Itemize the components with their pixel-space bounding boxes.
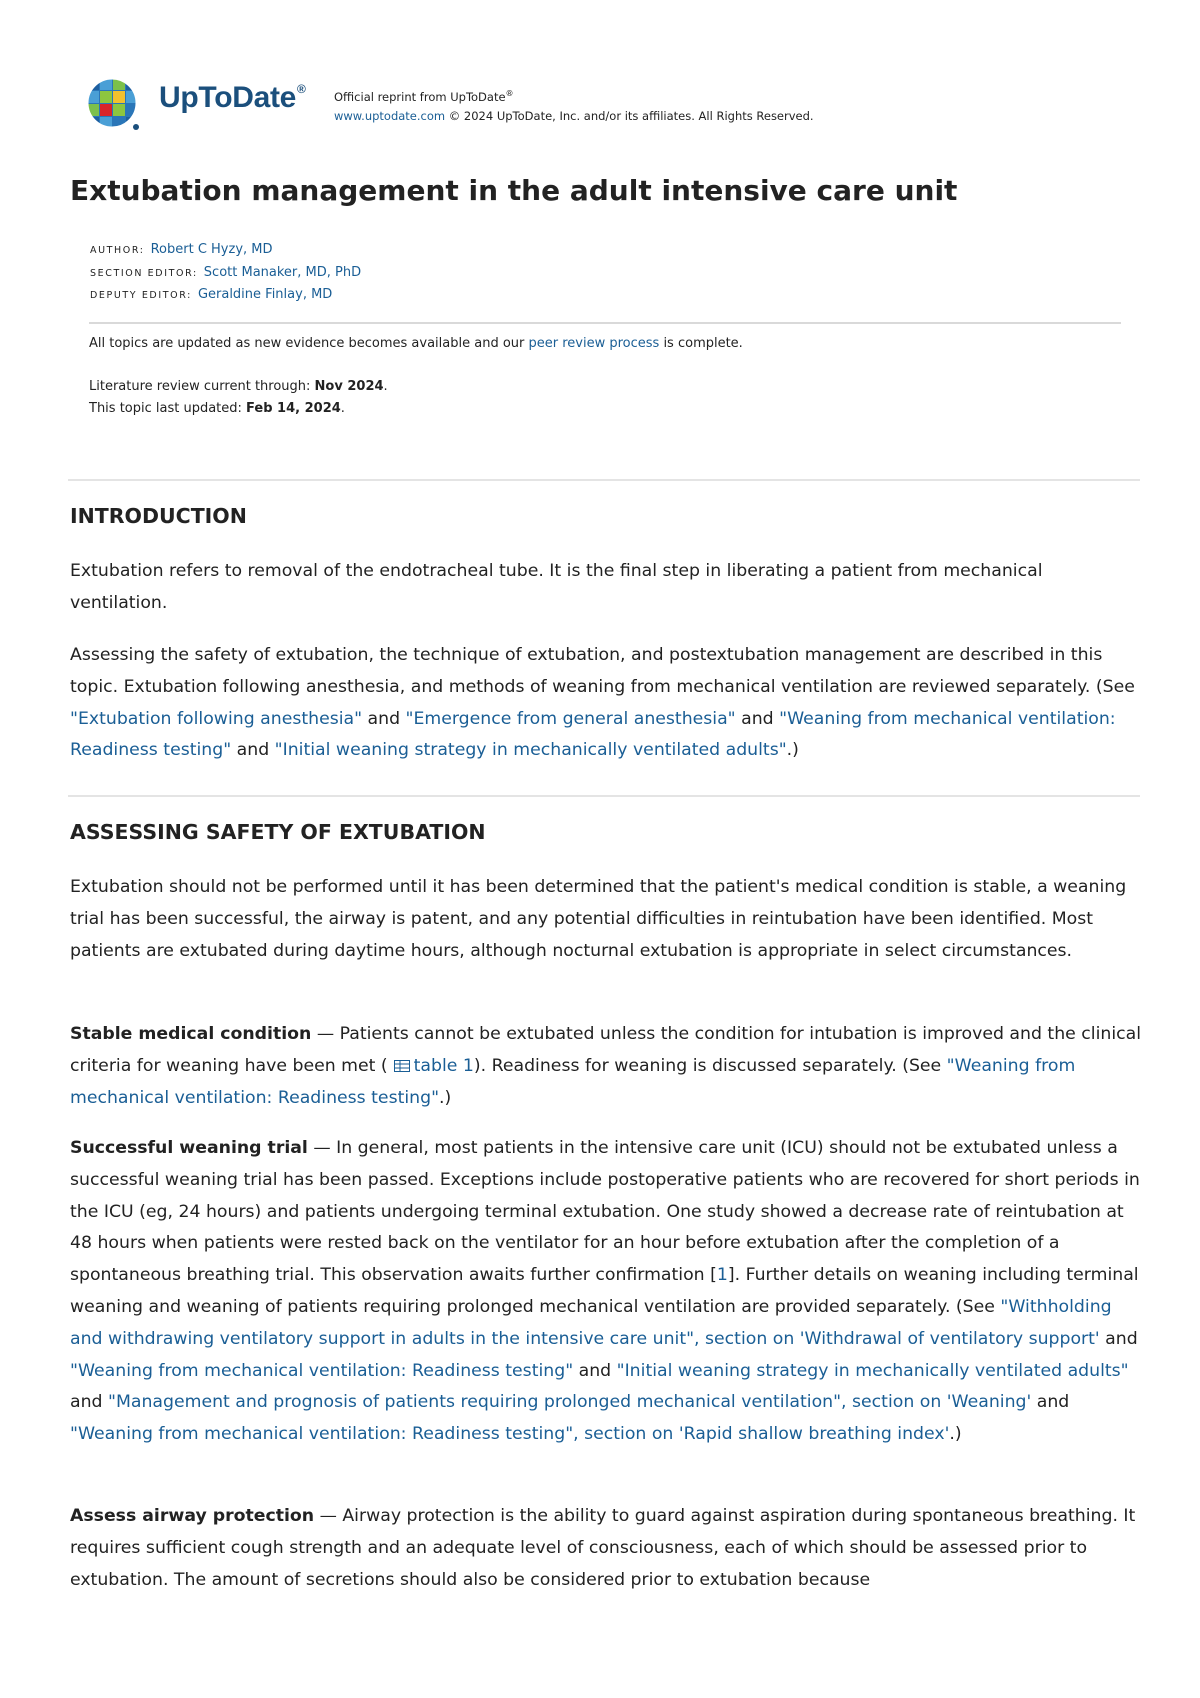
subheading-successful-weaning-trial: Successful weaning trial: [70, 1138, 308, 1158]
subheading-stable-medical-condition: Stable medical condition: [70, 1024, 312, 1044]
subheading-assess-airway-protection: Assess airway protection: [70, 1506, 315, 1526]
deputy-editor-link[interactable]: Geraldine Finlay, MD: [197, 287, 333, 302]
link-extubation-following-anesthesia[interactable]: "Extubation following anesthesia": [70, 708, 363, 729]
author-block: [90, 239, 361, 307]
link-weaning-readiness-testing[interactable]: "Weaning from mechanical ventilation: Readiness testing": [70, 708, 1116, 761]
table-1-link[interactable]: table 1: [413, 1055, 474, 1076]
reference-1-link[interactable]: 1: [716, 1265, 728, 1286]
link-withholding-ventilatory-support[interactable]: "Withholding and withdrawing ventilatory support in adults in the intensive care unit", section on 'Withdrawal of ventilatory support': [70, 1296, 1112, 1349]
logo-wordmark: UpToDate®: [159, 81, 306, 114]
reprint-notice: Official reprint from UpToDate® www.uptodate.com © 2024 UpToDate, Inc. and/or its affiliates. All Rights Reserved.: [334, 89, 814, 123]
section-heading-introduction: INTRODUCTION: [70, 504, 247, 528]
link-weaning-readiness-testing[interactable]: "Weaning from mechanical ventilation: Readiness testing": [70, 1055, 1076, 1108]
divider: [89, 322, 1121, 324]
author-link[interactable]: Robert C Hyzy, MD: [150, 242, 273, 257]
section-editor-link[interactable]: Scott Manaker, MD, PhD: [203, 264, 362, 280]
page-header: [87, 76, 1137, 132]
assess-airway-protection-paragraph: Assess airway protection — Airway protection is the ability to guard against aspiration during spontaneous breathing. It requires sufficient cough strength and an adequate level of consciousness, each of which should be assessed prior to extubation. The amount of secretions should also be considered prior to extubation because: [70, 1506, 1136, 1590]
page-title: Extubation management in the adult intensive care unit: [70, 174, 958, 207]
link-emergence-general-anesthesia[interactable]: "Emergence from general anesthesia": [405, 708, 736, 729]
divider: [68, 795, 1140, 797]
uptodate-globe-icon: [87, 78, 141, 132]
section-heading-assessing-safety: ASSESSING SAFETY OF EXTUBATION: [70, 820, 486, 844]
stable-medical-condition-paragraph: Stable medical condition — Patients cannot be extubated unless the condition for intubation is improved and the clinical criteria for weaning have been met ( table 1). Readiness for weaning is discussed separately. (See "Weaning from mechanical ventilation: Readiness testing".): [70, 1024, 1142, 1108]
successful-weaning-trial-paragraph: Successful weaning trial — In general, most patients in the intensive care unit (ICU) should not be extubated unless a successful weaning trial has been passed. Exceptions include postoperative patients who are recovered for short periods in the ICU (eg, 24 hours) and patients undergoing terminal extubation. One study showed a decrease rate of reintubation at 48 hours when patients were rested back on the ventilator for an hour before extubation after the completion of a spontaneous breathing trial. This observation awaits further confirmation [1]. Further details on weaning including terminal weaning and weaning of patients requiring prolonged mechanical ventilation are provided separately. (See "Withholding and withdrawing ventilatory support in adults in the intensive care unit", section on 'Withdrawal of ventilatory support' and "Weaning from mechanical ventilation: Readiness testing" and "Initial weaning strategy in mechanically ventilated adults" and "Management and prognosis of patients requiring prolonged mechanical ventilation", section on 'Weaning' and "Weaning from mechanical ventilation: Readiness testing", section on 'Rapid shallow breathing index'.): [70, 1138, 1140, 1445]
author-row: AUTHOR: Robert C Hyzy, MD: [90, 242, 273, 257]
intro-paragraph-2: Assessing the safety of extubation, the technique of extubation, and postextubation management are described in this topic. Extubation following anesthesia, and methods of weaning from mechanical ventilation are reviewed separately. (See "Extubation following anesthesia" and "Emergence from general anesthesia" and "Weaning from mechanical ventilation: Readiness testing" and "Initial weaning strategy in mechanically ventilated adults".): [70, 645, 1135, 761]
table-icon: [394, 1052, 410, 1064]
intro-paragraph-1: Extubation refers to removal of the endotracheal tube. It is the final step in liberating a patient from mechanical ventilation.: [70, 561, 1043, 613]
safety-paragraph-1: Extubation should not be performed until it has been determined that the patient's medical condition is stable, a weaning trial has been successful, the airway is patent, and any potential difficulties in reintubation have been identified. Most patients are extubated during daytime hours, although nocturnal extubation is appropriate in select circumstances.: [70, 877, 1127, 961]
lit-review-date: Nov 2024: [314, 379, 384, 394]
link-weaning-readiness-testing[interactable]: "Weaning from mechanical ventilation: Readiness testing": [70, 1360, 574, 1381]
divider: [68, 479, 1140, 481]
peer-review-link[interactable]: peer review process: [528, 336, 660, 351]
link-initial-weaning-strategy[interactable]: "Initial weaning strategy in mechanically ventilated adults": [616, 1360, 1129, 1381]
link-rapid-shallow-breathing-index[interactable]: "Weaning from mechanical ventilation: Readiness testing", section on 'Rapid shallow breathing index': [70, 1424, 950, 1445]
deputy-editor-row: DEPUTY EDITOR: Geraldine Finlay, MD: [90, 287, 333, 302]
update-notice: All topics are updated as new evidence becomes available and our peer review process is complete.: [89, 336, 743, 351]
link-initial-weaning-strategy[interactable]: "Initial weaning strategy in mechanically ventilated adults": [274, 740, 787, 761]
section-editor-row: SECTION EDITOR: Scott Manaker, MD, PhD: [90, 264, 362, 280]
review-dates: Literature review current through: Nov 2024. This topic last updated: Feb 14, 2024.: [89, 379, 388, 416]
uptodate-site-link[interactable]: www.uptodate.com: [334, 108, 446, 123]
link-prolonged-mechanical-ventilation[interactable]: "Management and prognosis of patients requiring prolonged mechanical ventilation", section on 'Weaning': [108, 1392, 1032, 1413]
last-updated-date: Feb 14, 2024: [246, 401, 341, 416]
